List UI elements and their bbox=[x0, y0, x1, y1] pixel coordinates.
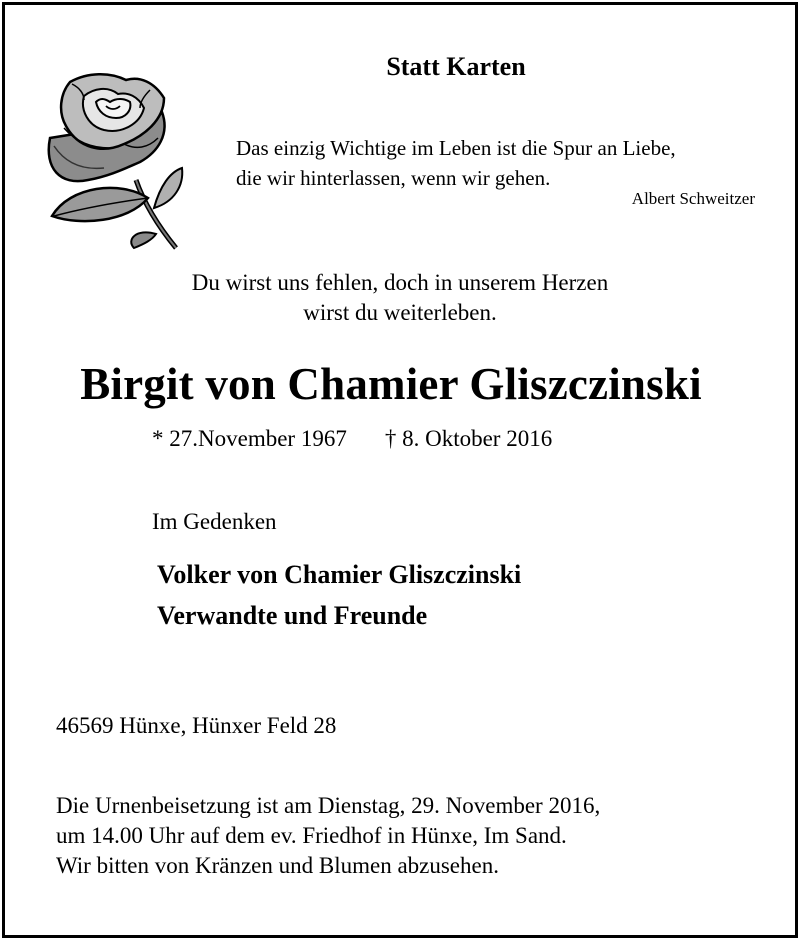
address: 46569 Hünxe, Hünxer Feld 28 bbox=[56, 713, 337, 738]
memory-intro: Im Gedenken bbox=[152, 509, 277, 534]
death-date: † 8. Oktober 2016 bbox=[384, 426, 553, 451]
funeral-info-line: um 14.00 Uhr auf dem ev. Friedhof in Hünxe, Im Sand. bbox=[56, 823, 567, 848]
rose-icon bbox=[40, 68, 190, 250]
quote bbox=[236, 133, 676, 193]
notice-heading: Statt Karten bbox=[386, 52, 526, 81]
quote-line: Das einzig Wichtige im Leben ist die Spur an Liebe, bbox=[236, 136, 676, 160]
funeral-info-line: Die Urnenbeisetzung ist am Dienstag, 29. November 2016, bbox=[56, 793, 601, 818]
quote-line: die wir hinterlassen, wenn wir gehen. bbox=[236, 166, 551, 190]
deceased-name: Birgit von Chamier Gliszczinski bbox=[80, 359, 702, 409]
farewell-text bbox=[0, 268, 800, 328]
quote-author: Albert Schweitzer bbox=[631, 189, 755, 208]
farewell-line: Du wirst uns fehlen, doch in unserem Herzen bbox=[191, 270, 609, 295]
life-dates bbox=[152, 426, 552, 452]
birth-date: * 27.November 1967 bbox=[152, 426, 347, 451]
funeral-info-line: Wir bitten von Kränzen und Blumen abzusehen. bbox=[56, 853, 499, 878]
funeral-info bbox=[56, 791, 748, 881]
mourner-name: Verwandte und Freunde bbox=[157, 601, 428, 630]
mourner-name: Volker von Chamier Gliszczinski bbox=[157, 560, 522, 589]
farewell-line: wirst du weiterleben. bbox=[303, 300, 497, 325]
